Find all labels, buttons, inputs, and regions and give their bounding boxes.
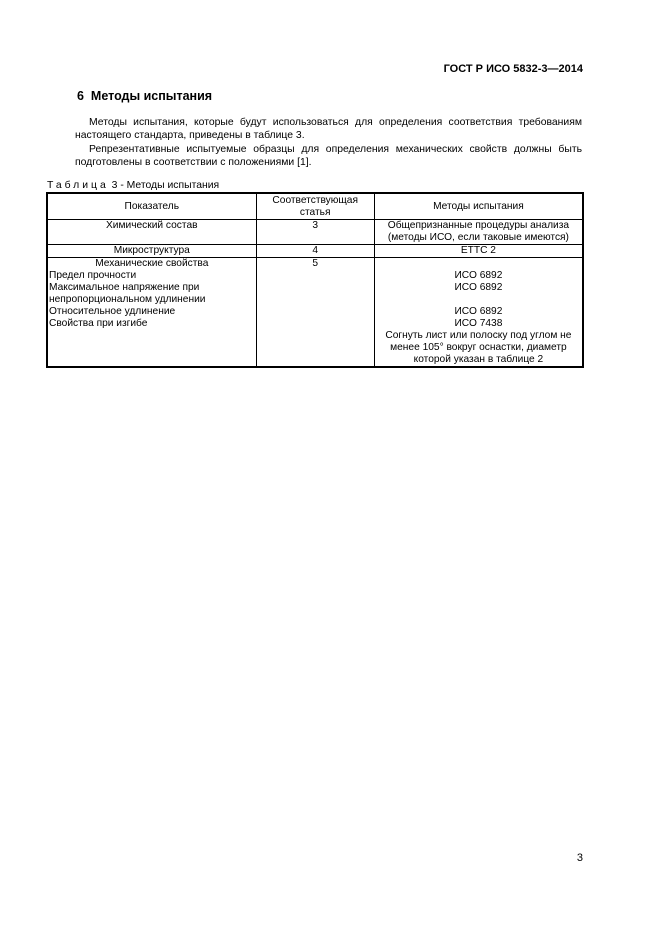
- bend-note: Согнуть лист или полоску под углом не менее 105° вокруг оснастки, диаметр которой указан в таблице 2: [385, 330, 572, 365]
- mechanical-method: ИСО 6892: [454, 282, 503, 293]
- cell-indicator: Микроструктура: [47, 245, 256, 258]
- paragraph-2-text: Репрезентативные испытуемые образцы для определения механических свойств должны быть подготовлены в соответствии с положениями [1].: [75, 144, 582, 168]
- mechanical-title: Механические свойства: [95, 258, 209, 269]
- table-caption-number: 3: [111, 180, 118, 191]
- section-number: 6: [77, 89, 84, 103]
- table-row-mechanical: [47, 258, 583, 368]
- paragraph-1-text: Методы испытания, которые будут использоваться для определения соответствия требованиям настоящего стандарта, приведены в таблице 3.: [75, 117, 582, 141]
- mechanical-method: ИСО 7438: [454, 318, 503, 329]
- table-caption: [47, 180, 219, 191]
- header-method: Методы испытания: [374, 193, 583, 220]
- cell-method: Общепризнанные процедуры анализа (методы ИСО, если таковые имеются): [374, 220, 583, 245]
- mechanical-method: ИСО 6892: [454, 306, 503, 317]
- table-caption-title: - Методы испытания: [120, 180, 220, 191]
- header-clause: Соответствующая статья: [256, 193, 374, 220]
- cell-method: ЕТТС 2: [374, 245, 583, 258]
- document-header: ГОСТ Р ИСО 5832-3—2014: [443, 63, 583, 75]
- section-title-text: Методы испытания: [90, 89, 213, 103]
- table-header-row: [47, 193, 583, 220]
- mechanical-item: Предел прочности: [49, 270, 137, 281]
- paragraph-2: [75, 143, 582, 169]
- paragraph-1: [75, 116, 582, 142]
- mechanical-item: Относительное удлинение: [49, 306, 176, 317]
- mechanical-method: ИСО 6892: [454, 270, 503, 281]
- cell-clause: 4: [256, 245, 374, 258]
- page-number: 3: [576, 852, 583, 864]
- mechanical-item: Свойства при изгибе: [49, 318, 148, 329]
- cell-mechanical-clause: 5: [256, 258, 374, 368]
- cell-indicator: Химический состав: [47, 220, 256, 245]
- mechanical-item: Максимальное напряжение при непропорциональном удлинении: [49, 282, 206, 305]
- cell-clause: 3: [256, 220, 374, 245]
- table-caption-label: Таблица: [47, 180, 109, 191]
- cell-mechanical-methods: [374, 258, 583, 368]
- section-title: [77, 89, 212, 103]
- methods-table: [46, 192, 584, 368]
- header-indicator: Показатель: [47, 193, 256, 220]
- table-row: [47, 220, 583, 245]
- table-row: [47, 245, 583, 258]
- cell-mechanical-indicators: [47, 258, 256, 368]
